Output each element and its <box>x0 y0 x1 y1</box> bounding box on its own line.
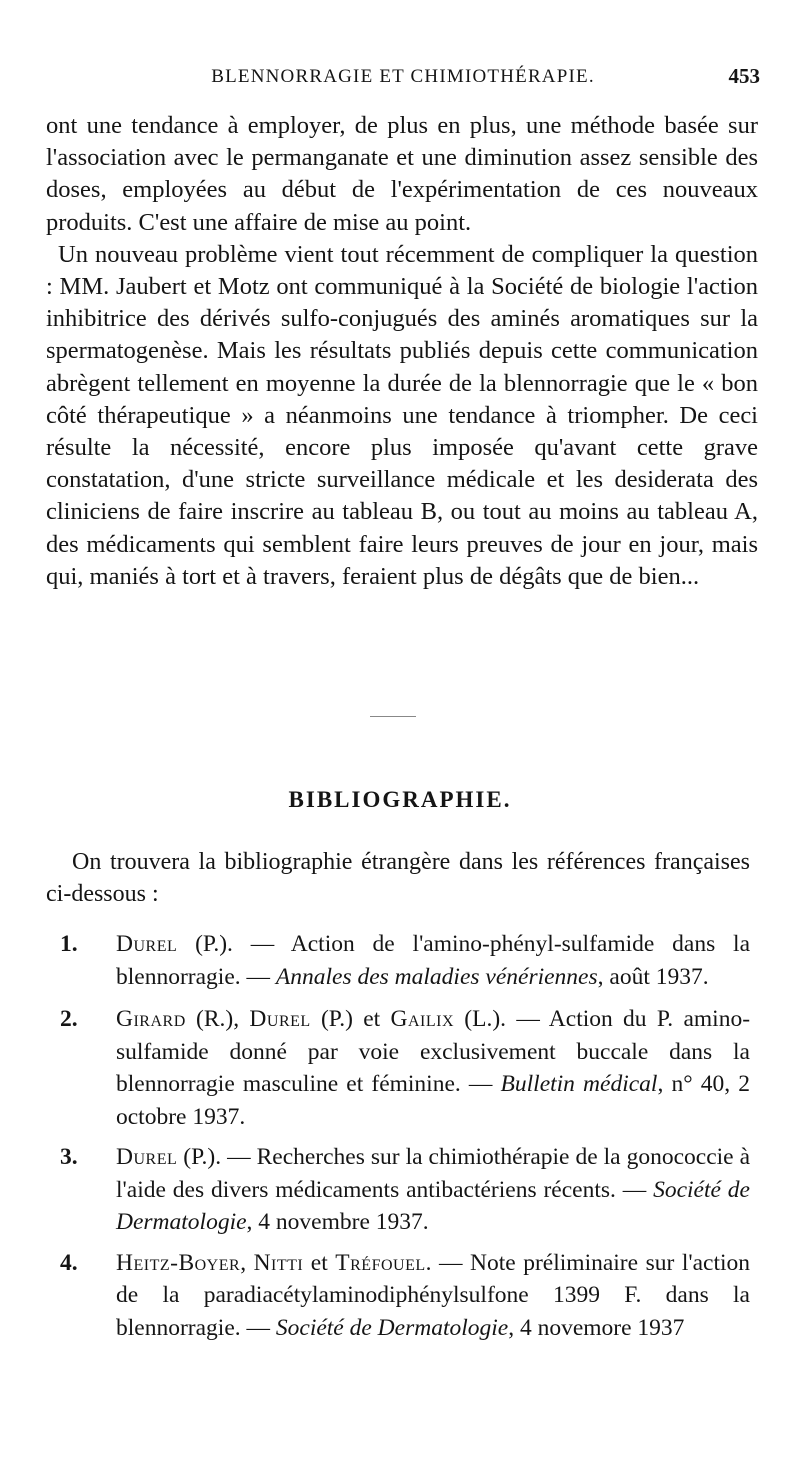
reference-text: . — Note préliminaire sur l'action de la paradiacétylaminodiphénylsulfone 1399 F. dans la blennorragie. — <box>116 1249 750 1341</box>
reference-source: Société de Dermatologie <box>116 1176 750 1235</box>
reference-text: (P.) et <box>310 1006 391 1032</box>
reference-author: Girard <box>116 1006 186 1032</box>
reference-number: 1. <box>60 931 78 957</box>
reference-date: , août 1937. <box>597 963 709 990</box>
reference-author: Tréfouel <box>335 1249 426 1276</box>
reference-author: Gailix <box>390 1006 454 1032</box>
reference-author: Heitz-Boyer <box>116 1249 241 1276</box>
reference-item-1 <box>60 928 750 993</box>
reference-author: Durel <box>116 931 178 957</box>
bibliography-title: BIBLIOGRAPHIE. <box>288 787 512 812</box>
reference-source: Annales des maladies vénériennes <box>275 963 598 990</box>
reference-number: 3. <box>60 1144 78 1170</box>
reference-author: Nitti <box>253 1249 304 1276</box>
body-text <box>46 110 758 593</box>
paragraph-1: ont une tendance à employer, de plus en plus, une méthode basée sur l'association avec le permanganate et une diminution assez sensible des doses, employées au début de l'expérimentation de ces nouveaux produits. C'est une affaire de mise au point. <box>46 112 758 236</box>
bibliography-intro: On trouvera la bibliographie étrangère dans les références françaises ci-dessous : <box>46 849 750 907</box>
reference-text: (R.), <box>185 1006 250 1032</box>
running-title: BLENNORRAGIE ET CHIMIOTHÉRAPIE. <box>211 66 595 87</box>
reference-source: Société de Dermatologie <box>275 1314 509 1341</box>
reference-text: , <box>240 1249 254 1276</box>
running-head <box>46 66 760 96</box>
reference-number: 2. <box>60 1006 78 1032</box>
reference-item-3 <box>60 1141 750 1239</box>
paragraph-2: Un nouveau problème vient tout récemment de compliquer la question : MM. Jaubert et Motz ont communiqué à la Société de biologie l'action inhibitrice des dérivés sulfo-conjugués des aminés aromatiques sur la spermatogenèse. Mais les résultats publiés depuis cette communication abrègent tellement en moyenne la durée de la blennorragie que le « bon côté thérapeutique » a néanmoins une tendance à triompher. De ceci résulte la nécessité, encore plus imposée qu'avant cette grave constatation, d'une stricte surveillance médicale et les desiderata des cliniciens de faire inscrire au tableau B, ou tout au moins au tableau A, des médicaments qui semblent faire leurs preuves de jour en jour, mais qui, maniés à tort et à travers, feraient plus de dégâts que de bien... <box>46 240 758 590</box>
reference-text: (P.). — Recherches sur la chimiothérapie de la gonococcie à l'aide des divers médicaments antibactériens récents. — <box>116 1144 750 1203</box>
reference-author: Durel <box>249 1006 311 1032</box>
reference-date: , n° 40, 2 octobre 1937. <box>116 1071 750 1130</box>
reference-text: (P.). — Action de l'amino-phényl-sulfamide dans la blennorragie. — <box>116 931 750 990</box>
reference-source: Bulletin médical <box>500 1071 658 1097</box>
reference-number: 4. <box>60 1249 78 1276</box>
page-number: 453 <box>728 64 760 88</box>
reference-text: et <box>303 1249 336 1276</box>
reference-item-4 <box>60 1247 750 1345</box>
reference-author: Durel <box>116 1144 178 1170</box>
reference-item-2 <box>60 1003 750 1133</box>
reference-date: , 4 novemore 1937 <box>508 1314 685 1341</box>
reference-text: (L.). — Action du P. amino-sulfamide donné par voie exclusivement buccale dans la blennorragie masculine et féminine. — <box>116 1006 751 1097</box>
section-divider <box>370 716 416 717</box>
bibliography-list <box>60 928 750 1344</box>
reference-date: , 4 novembre 1937. <box>246 1209 429 1235</box>
